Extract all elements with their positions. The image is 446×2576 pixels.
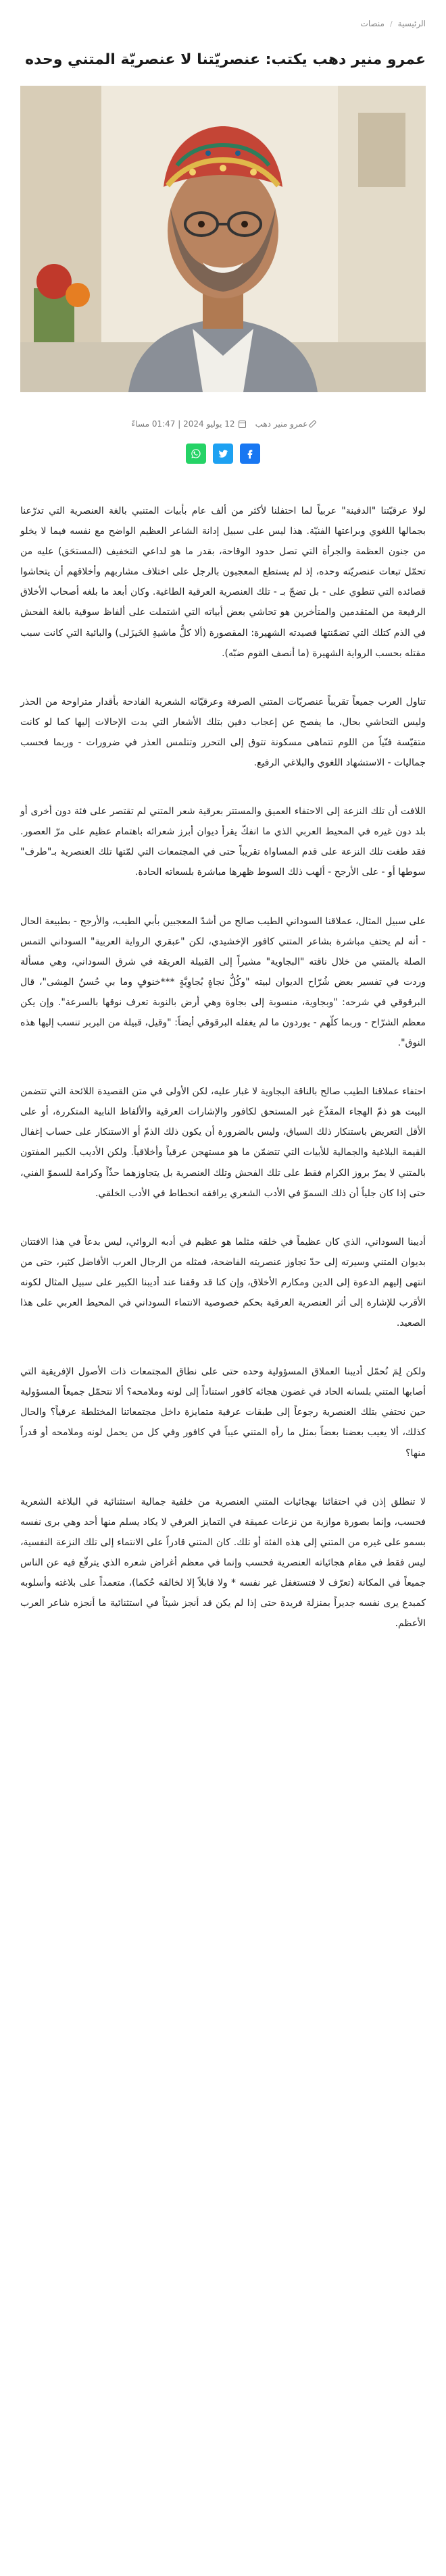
- author-name[interactable]: عمرو منير دهب: [255, 419, 308, 429]
- article-date: [132, 419, 246, 429]
- author-photo-illustration: [20, 86, 426, 392]
- date-text: 12 يوليو 2024 | 01:47 مساءً: [131, 419, 235, 429]
- facebook-icon: [245, 448, 255, 459]
- article-paragraph: على سبيل المثال، عملاقنا السوداني الطيب صالح من أشدّ المعجبين بأبي الطيب، والأرجح - بطبيعة الحال - أنه لم يحتفِ مباشرة بشاعر المتني كافور الإخشيدي، لكن "عبقري الرواية العربية" السوداني التمس الصلة بالمتني من خلال ناقته "البجاوية" مشيراً إلى القبيلة العريقة في شرق السوداني، وهي مسألة وردت في تفسير بعض شُرّاح الديوان لبيته "وكُلُّ نجاةٍ بُجاوِيَّةٍ ***خنوفٍ وما بي حُسنُ المِشى"، قال البرقوقي في شرحه: "وبجاوية، منسوبة إلى بجاوة وهي أرض بالنوبة تعرف نوقها بالسرعة". وإن يكن معظم الشرّاح - وربما كلّهم - يوردون ما لم يغفله البرقوقي أيضاً: "وقيل، قبيلة من البربر تنسب إليها هذه النوق".: [20, 915, 426, 1049]
- share-buttons: [0, 444, 446, 464]
- breadcrumb-separator: /: [389, 19, 393, 28]
- article-title: عمرو منير دهب يكتب: عنصريّتنا لا عنصريّة المتني وحده: [25, 51, 426, 68]
- calendar-icon: [239, 421, 246, 428]
- article-paragraph: لا تنطلق إذن في احتفائنا بهجائيات المتني العنصرية من خلفية جمالية استثنائية في البلاغة الشعرية فحسب، وإنما بصورة موازية من نزعات عميقة في التمايز العرقي لا يكاد يسلم منها أحد وهي برى نفسه بسمو على غيره من المتني إلى هذه الفئة أو تلك. كان المتني قادراً على الانتماء إلى تلك النزعة النفسية، ليس فقط في مقام هجائياته العنصرية فحسب وإنما في معظم أغراض شعره الذي يترفّع فيه عن الناس جميعاً في المكانة (تعرّف لا فتستغفل غير نفسه * ولا قابلاً إلا لخالقه حُكما)، متعمداً على بلاغته وأسلوبه كمبدع يرى نفسه جديراً بمنزلة فريدة حتى إذا لم يكن قد أنجز شيئاً في استثنائية ما أنجزه شاعر العرب الأعظم.: [20, 1496, 426, 1630]
- pencil-icon: [309, 420, 317, 428]
- whatsapp-share-button[interactable]: [186, 444, 206, 464]
- article-paragraph: تناول العرب جميعاً تقريباً عنصريّات المتني الصرفة وعرقيّاته الشعرية الفادحة بأقدار متراوحة من الحذر وليس التحاشي بحال، ما يفصح عن إعجاب دفين بتلك الأشعار التي بدت الإحالات إليها كما لو كانت متقيّسة فنّياً من اللوم تتماهى مسكونة تتوق إلى التحرر وتتلمس العذر في ضرورات - وربما فحسب جماليات - الاستشهاد اللغوي والبلاغي الرفيع.: [20, 696, 426, 769]
- article-paragraph: أديبنا السوداني، الذي كان عظيماً في خلقه مثلما هو عظيم في أدبه الروائي، ليس بدعاً في هذا الافتتان بديوان المتني وسيرته إلى حدّ تجاوز عنصريته الفاضحة، فمثله من الرجال العرب الأفاضل كثير، حتى من انتهى إليهم الدعوة إلى الدين ومكارم الأخلاق، وإن كنا قد وقفنا عند أديبنا الكبير على سبيل المثال لكونه الأقرب للإشارة إلى أثر العنصرية العرقية بحكم خصوصية الانتماء السوداني في المحيط العربي على هذا الصعيد.: [20, 1236, 426, 1329]
- article-paragraph: ولكن لِمَ نُحمّل أديبنا العملاق المسؤولية وحده حتى على نطاق المجتمعات ذات الأصول الإفريقية التي أصابها المتني بلسانه الحاد في غضون هجائه كافور استناداً إلى لونه وملامحه؟ ألا نتحمّل جميعاً المسؤولية حين نحتفي بتلك العنصرية رجوعاً إلى طبقات عرقية متمايزة داخل مجتمعاتنا المختلطة عرقياً؟ والحال كذلك، ألا يعيب بعضنا بعضاً بمثل ما رأه المتني عيباً في كافور وفي كل من يحمل لونه وملامحه أو قدراً منها؟: [20, 1366, 426, 1459]
- twitter-share-button[interactable]: [213, 444, 233, 464]
- article-meta: [20, 419, 426, 429]
- author-photo: [20, 86, 426, 392]
- breadcrumb-section[interactable]: منصات: [360, 19, 385, 28]
- article-paragraph: احتفاء عملاقنا الطيب صالح بالناقة البجاوية لا غبار عليه، لكن الأولى في متن القصيدة اللائحة التي تتضمن البيت هو ذمّ الهجاء المقذّع غير المستحق لكافور والإشارات العرقية والألفاظ النابية المتكررة، أو على الأقل التعريض باستنكار ذلك السياق، وليس بالضرورة أن يكون ذلك الذمّ أو الاستنكار على حساب إغفال القيمة البلاغية والجمالية للأبيات التي تتضمّن ما هو مستهجن عرقياً وأخلاقياً. ولكن الأديب الكبير المفتون بالمتني لا يمرّ بروز الكرام فقط على تلك الفحش وتلك العنصرية بل يتجاوزهما حذّاً وكرامة للسموّ الفني، حتى إذا كان جلياً أن ذلك السموّ في الأدب الشعري يرافقه انحطاط في الأدب الخلقي.: [20, 1086, 426, 1199]
- breadcrumb: [0, 0, 446, 28]
- facebook-share-button[interactable]: [240, 444, 260, 464]
- whatsapp-icon: [191, 448, 201, 459]
- twitter-icon: [218, 448, 228, 459]
- article-paragraph: اللافت أن تلك النزعة إلى الاحتفاء العميق والمستتر بعرقية شعر المتني لم تقتصر على فئة دون أخرى أو بلد دون غيره في المحيط العربي الذي ما انفكّ يقرأ ديوان أبرز شعرائه باهتمام عظيم على مرّ العصور. فقد طغت تلك النزعة على قدم المساواة تقريباً حتى في المجتمعات التي لمّتها تلك العنصرية بـ"طرف" سوطها أو - على الأرجح - ألهب ذلك السوط ظهرها مباشرة بلسعاته الحادة.: [20, 806, 426, 878]
- article-paragraph: لولا عرقيّتنا "الدفينة" عربياً لما احتفلنا لأكثر من ألف عام بأبيات المتنبي بالغة العنصرية التي تدرّعنا بجمالها اللغوي وبراعتها الفنيّة. هذا ليس على سبيل إدانة الشاعر العظيم الواضح مع نفسه فيما لا يخلو من جنون العظمة والجرأة التي تصل حدود الوقاحة، بقدر ما هو لداعي التخفيف (المستحَق) عليه من تحمّل تبعات عنصريّته وحده، إذ لم يستطع المعجبون بالرجل على اختلاف مشاربهم وأخلاقهم أن يتحاشوا قصائده التي تنطوي على - بل تضجّ بـ - تلك العنصرية العرقية الطاغية. وكان أبعد ما بلغه أصحاب الأخلاق الرفيعة من المتقدمين والمتأخرين هو تحاشي بعض أبياته التي اشتملت على ألفاظ سوقية بالغة الفحش في الذم كتلك التي تضمّنتها قصيدته الشهيرة: المقصورة (ألا كلُّ ماشيةِ الخَيزَلى) والبائية التي كانت سبب مقتله بحسب الرواية الشهيرة (ما أنصف القوم ضبّه).: [20, 506, 426, 659]
- article-author: [255, 419, 315, 429]
- article-body: [20, 501, 426, 1634]
- breadcrumb-home[interactable]: الرئيسية: [397, 19, 426, 28]
